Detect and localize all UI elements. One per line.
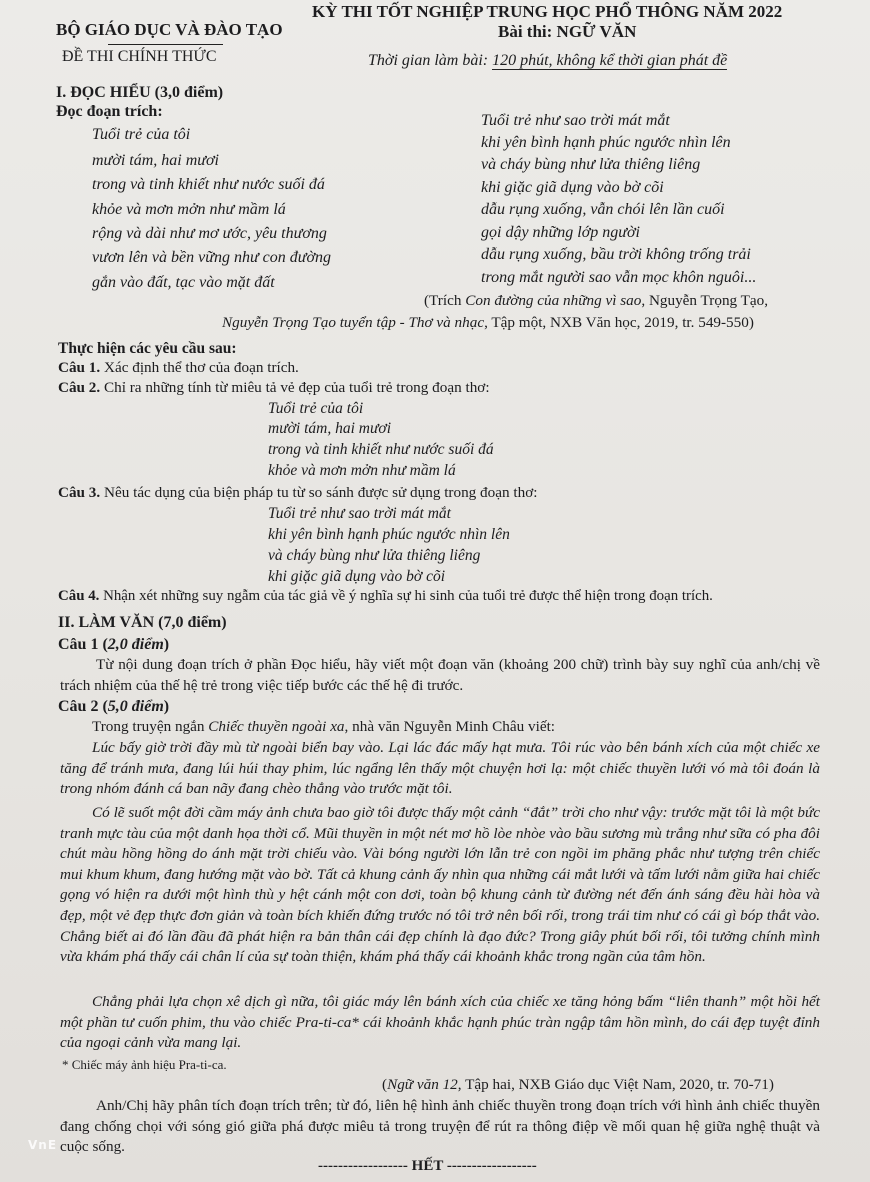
q2-text: Chỉ ra những tính từ miêu tả vẻ đẹp của tuổi trẻ trong đoạn thơ:: [100, 379, 490, 396]
poem-right-3: và cháy bùng như lửa thiêng liêng: [481, 156, 701, 173]
official-label: ĐỀ THI CHÍNH THỨC: [62, 48, 217, 65]
time-line: [368, 52, 727, 70]
poem-right-6: gọi dậy những lớp người: [481, 224, 640, 241]
c2-source-suffix: , Tập hai, NXB Giáo dục Việt Nam, 2020, tr. 70-71): [457, 1076, 774, 1093]
c2-source-title: Ngữ văn 12: [387, 1076, 458, 1093]
question-2: [58, 379, 490, 397]
part1-title: I. ĐỌC HIỂU (3,0 điểm): [56, 84, 224, 101]
q3-text: Nêu tác dụng của biện pháp tu từ so sánh được sử dụng trong đoạn thơ:: [100, 484, 538, 501]
exam-title: KỲ THI TỐT NGHIỆP TRUNG HỌC PHỔ THÔNG NĂM 2022: [312, 2, 783, 21]
q1-label: Câu 1.: [58, 359, 101, 376]
poem-left-6: vươn lên và bền vững như con đường: [92, 249, 332, 266]
source-2-suffix: , Tập một, NXB Văn học, 2019, tr. 549-550): [484, 314, 754, 331]
c2-intro-title: Chiếc thuyền ngoài xa: [208, 718, 345, 735]
question-1: [58, 359, 299, 377]
source-1-title: Con đường của những vì sao: [465, 292, 642, 309]
c2-heading: [58, 698, 169, 716]
footnote: * Chiếc máy ảnh hiệu Pra-ti-ca.: [62, 1057, 227, 1072]
q2-label: Câu 2.: [58, 379, 101, 396]
ministry-text: BỘ GIÁO DỤC VÀ ĐÀO TẠO: [56, 20, 283, 39]
c2-task: Anh/Chị hãy phân tích đoạn trích trên; từ đó, liên hệ hình ảnh chiếc thuyền trong đoạn trích với hình ảnh chiếc thuyền đang chống chọi với sóng gió giữa phá được miêu tả trong truyện để rút ra thông điệp về mối quan hệ giữa nghệ thuật và cuộc sống.: [60, 1097, 820, 1156]
c2-source: [382, 1076, 774, 1094]
poem-right-1: Tuổi trẻ như sao trời mát mắt: [481, 112, 670, 129]
excerpt-paragraph-2: Có lẽ suốt một đời cầm máy ảnh chưa bao giờ tôi được thấy một cảnh “đắt” trời cho như vậy: trước mặt tôi là một bức tranh mực tàu của một danh họa thời cổ. Mũi thuyền in một nét mơ hồ lòe nhòe vào bầu sương mù trắng như sữa có pha đôi chút màu hồng hồng do ánh mặt trời chiếu vào. Vài bóng người lớn lẫn trẻ con ngồi im phăng phắc như tượng trên chiếc mui khum khum, đang hướng mặt vào bờ. Tất cả khung cảnh ấy nhìn qua những cái mắt lưới và tấm lưới nằm giữa hai chiếc gọng vó hiện ra dưới một hình thù y hệt cánh một con dơi, toàn bộ khung cảnh từ đường nét đến ánh sáng đều hài hòa và đẹp, một vẻ đẹp thực đơn giản và toàn bích khiến đứng trước nó tôi trở nên bối rối, trong trái tim như có cái gì bóp thắt vào. Chẳng biết ai đó lần đầu đã phát hiện ra bản thân cái đẹp chính là đạo đức? Trong giây phút bối rối, tôi tưởng chính mình vừa khám phá thấy cái chân lí của sự toàn thiện, khám phá thấy cái khoảnh khắc trong ngần của tâm hồn.: [60, 804, 820, 966]
poem-left-3: trong và tinh khiết như nước suối đá: [92, 176, 325, 193]
ministry-name: [56, 20, 283, 40]
c2-intro: [92, 718, 555, 736]
poem-right-4: khi giặc giã dụng vào bờ cõi: [481, 179, 664, 196]
source-line-1: [424, 292, 768, 310]
excerpt-paragraph-3: Chẳng phải lựa chọn xê dịch gì nữa, tôi giác máy lên bánh xích của chiếc xe tăng hỏng bấm “liên thanh” một hồi hết một phần tư cuốn phim, thu vào chiếc Pra-ti-ca* cái khoảnh khắc hạnh phúc tràn ngập tâm hồn mình, do cái đẹp tuyệt đỉnh của ngoại cảnh vừa mang lại.: [60, 993, 820, 1052]
source-2-title: Nguyễn Trọng Tạo tuyển tập - Thơ và nhạc: [222, 314, 485, 331]
q3-line-2: khi yên bình hạnh phúc ngước nhìn lên: [268, 526, 510, 543]
q3-line-1: Tuổi trẻ như sao trời mát mắt: [268, 505, 451, 522]
c1-close: ): [163, 636, 170, 653]
c1-text: Từ nội dung đoạn trích ở phần Đọc hiểu, hãy viết một đoạn văn (khoảng 200 chữ) trình bày suy nghĩ của anh/chị về trách nhiệm của thế hệ trẻ trong việc tiếp bước các thế hệ đi trước.: [60, 656, 820, 694]
q2-line-2: mười tám, hai mươi: [268, 420, 392, 437]
ministry-underline: [108, 44, 223, 45]
source-1-suffix: , Nguyễn Trọng Tạo,: [641, 292, 769, 309]
q3-line-3: và cháy bùng như lửa thiêng liêng: [268, 547, 481, 564]
c2-close: ): [163, 698, 170, 715]
q4-label: Câu 4.: [58, 588, 100, 604]
poem-right-7: dẫu rụng xuống, bầu trời không trống trải: [481, 246, 751, 263]
watermark-logo: VnE: [28, 1138, 58, 1152]
q2-line-1: Tuổi trẻ của tôi: [268, 400, 364, 417]
poem-left-1: Tuổi trẻ của tôi: [92, 126, 191, 143]
c2-intro-suffix: , nhà văn Nguyễn Minh Châu viết:: [344, 718, 556, 735]
read-label: Đọc đoạn trích:: [56, 103, 163, 120]
c2-points: 5,0 điểm: [107, 698, 164, 715]
poem-left-5: rộng và dài như mơ ước, yêu thương: [92, 225, 327, 242]
excerpt-paragraph-1: Lúc bấy giờ trời đầy mù từ ngoài biển bay vào. Lại lác đác mấy hạt mưa. Tôi rúc vào bên bánh xích của một chiếc xe tăng để tránh mưa, đang lúi húi thay phim, lúc ngẩng lên thấy một chuyện hơi lạ: một chiếc thuyền lưới vó mà tôi đoán là trong nhóm đánh cá ban nãy đang chèo thẳng vào trước mặt tôi.: [60, 739, 820, 798]
q4-text: Nhận xét những suy ngẫm của tác giả về ý nghĩa sự hi sinh của tuổi trẻ được thể hiện trong đoạn trích.: [99, 588, 713, 604]
poem-right-5: dẫu rụng xuống, vẫn chói lên lần cuối: [481, 201, 725, 218]
question-4: [58, 588, 713, 605]
c1-heading: [58, 636, 169, 654]
q3-line-4: khi giặc giã dụng vào bờ cõi: [268, 568, 446, 585]
q1-text: Xác định thể thơ của đoạn trích.: [100, 359, 299, 376]
q2-line-4: khỏe và mơn mởn như mầm lá: [268, 462, 456, 479]
part2-title: II. LÀM VĂN (7,0 điểm): [58, 614, 227, 631]
c2-label: Câu 2 (: [58, 698, 108, 715]
q3-label: Câu 3.: [58, 484, 101, 501]
c2-intro-prefix: Trong truyện ngắn: [92, 718, 209, 735]
source-line-2: [222, 314, 754, 332]
instructions: Thực hiện các yêu cầu sau:: [58, 340, 237, 357]
c1-points: 2,0 điểm: [107, 636, 164, 653]
poem-left-4: khỏe và mơn mởn như mầm lá: [92, 201, 286, 218]
subject-label: Bài thi: NGỮ VĂN: [498, 22, 637, 41]
poem-right-8: trong mắt người sao vẫn mọc khôn nguôi...: [481, 269, 757, 286]
c2-source-prefix: (: [382, 1076, 388, 1093]
q2-line-3: trong và tinh khiết như nước suối đá: [268, 441, 494, 458]
source-1-prefix: (Trích: [424, 292, 466, 309]
poem-left-7: gắn vào đất, tạc vào mặt đất: [92, 274, 275, 291]
end-mark: ------------------ HẾT ------------------: [318, 1158, 537, 1174]
c1-label: Câu 1 (: [58, 636, 108, 653]
time-prefix: Thời gian làm bài:: [368, 52, 493, 69]
poem-left-2: mười tám, hai mươi: [92, 152, 219, 169]
poem-right-2: khi yên bình hạnh phúc ngước nhìn lên: [481, 134, 731, 151]
question-3: [58, 484, 537, 502]
time-value: 120 phút, không kể thời gian phát đề: [492, 52, 728, 69]
